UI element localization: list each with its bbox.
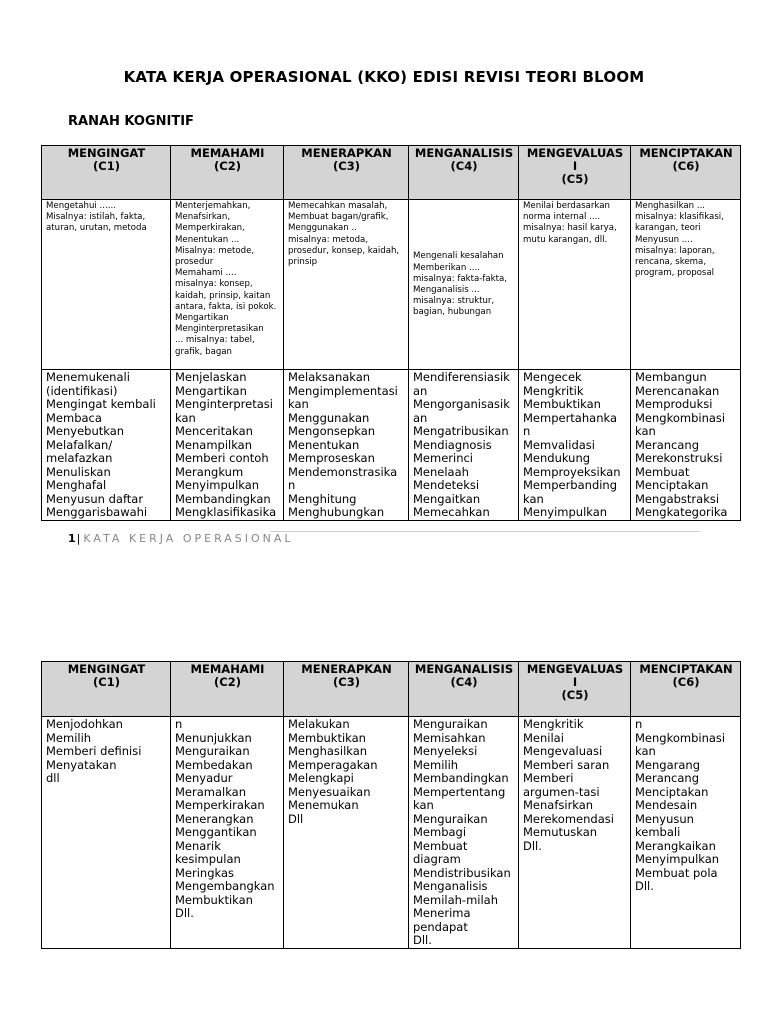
header-c2-page-2: MEMAHAMI (C2) bbox=[171, 662, 284, 717]
description-c2: Menterjemahkan, Menafsirkan, Memperkirakan, Menentukan ... Misalnya: metode, prosedur Memahami .... misalnya: konsep, kaidah, prinsip, kaitan antara, fakta, isi pokok. Mengartikan Menginterpretasikan ... misalnya: tabel, grafik, bagan bbox=[171, 200, 284, 370]
kko-table-page-2 bbox=[41, 661, 741, 949]
verbs-c4: Mendiferensiasik an Mengorganisasik an Mengatribusikan Mendiagnosis Memerinci Menelaah Mendeteksi Mengaitkan Memecahkan bbox=[409, 370, 519, 521]
header-c4-page-2: MENGANALISIS (C4) bbox=[409, 662, 519, 717]
description-c6: Menghasilkan ... misalnya: klasifikasi, karangan, teori Menyusun .... misalnya: laporan, rencana, skema, program, proposal bbox=[631, 200, 741, 370]
footer-separator: | bbox=[76, 532, 81, 545]
footer-text: KATA KERJA OPERASIONAL bbox=[83, 532, 294, 545]
description-c5: Menilai berdasarkan norma internal .... misalnya: hasil karya, mutu karangan, dll. bbox=[519, 200, 631, 370]
footer-divider bbox=[270, 531, 700, 532]
page-number: 1 bbox=[68, 532, 76, 545]
description-c1: Mengetahui ...... Misalnya: istilah, fakta, aturan, urutan, metoda bbox=[42, 200, 171, 370]
verbs-c2: Menjelaskan Mengartikan Menginterpretasi kan Menceritakan Menampilkan Memberi contoh Merangkum Menyimpulkan Membandingkan Mengklasifikasika bbox=[171, 370, 284, 521]
verbs-c2-page-2: n Menunjukkan Menguraikan Membedakan Menyadur Meramalkan Memperkirakan Menerangkan Menggantikan Menarik kesimpulan Meringkas Mengembangkan Membuktikan Dll. bbox=[171, 717, 284, 949]
description-c4: Mengenali kesalahan Memberikan .... misalnya: fakta-fakta, Menganalisis ... misalnya: struktur, bagian, hubungan bbox=[409, 200, 519, 370]
description-c3: Memecahkan masalah, Membuat bagan/grafik, Menggunakan .. misalnya: metoda, prosedur, konsep, kaidah, prinsip bbox=[284, 200, 409, 370]
verbs-c1: Menemukenali (identifikasi) Mengingat kembali Membaca Menyebutkan Melafalkan/ melafazkan Menuliskan Menghafal Menyusun daftar Menggarisbawahi bbox=[42, 370, 171, 521]
document-title: KATA KERJA OPERASIONAL (KKO) EDISI REVISI TEORI BLOOM bbox=[123, 68, 645, 86]
header-c3: MENERAPKAN (C3) bbox=[284, 146, 409, 200]
verbs-c6: Membangun Merencanakan Memproduksi Mengkombinasi kan Merancang Merekonstruksi Membuat Menciptakan Mengabstraksi Mengkategorika bbox=[631, 370, 741, 521]
verbs-c5-page-2: Mengkritik Menilai Mengevaluasi Memberi saran Memberi argumen-tasi Menafsirkan Merekomendasi Memutuskan Dll. bbox=[519, 717, 631, 949]
page-footer bbox=[68, 532, 294, 545]
header-c4: MENGANALISIS (C4) bbox=[409, 146, 519, 200]
header-c6: MENCIPTAKAN (C6) bbox=[631, 146, 741, 200]
header-c2: MEMAHAMI (C2) bbox=[171, 146, 284, 200]
header-c1-page-2: MENGINGAT (C1) bbox=[42, 662, 171, 717]
header-c3-page-2: MENERAPKAN (C3) bbox=[284, 662, 409, 717]
header-c5: MENGEVALUAS I (C5) bbox=[519, 146, 631, 200]
header-c6-page-2: MENCIPTAKAN (C6) bbox=[631, 662, 741, 717]
verbs-c6-page-2: n Mengkombinasi kan Mengarang Merancang Menciptakan Mendesain Menyusun kembali Merangkaikan Menyimpulkan Membuat pola Dll. bbox=[631, 717, 741, 949]
verbs-c3-page-2: Melakukan Membuktikan Menghasilkan Memperagakan Melengkapi Menyesuaikan Menemukan Dll bbox=[284, 717, 409, 949]
header-c1: MENGINGAT (C1) bbox=[42, 146, 171, 200]
kko-table-page-1 bbox=[41, 145, 741, 521]
verbs-c4-page-2: Menguraikan Memisahkan Menyeleksi Memilih Membandingkan Mempertentang kan Menguraikan Membagi Membuat diagram Mendistribusikan Menganalisis Memilah-milah Menerima pendapat Dll. bbox=[409, 717, 519, 949]
verbs-c1-page-2: Menjodohkan Memilih Memberi definisi Menyatakan dll bbox=[42, 717, 171, 949]
section-heading: RANAH KOGNITIF bbox=[68, 114, 194, 129]
header-c5-page-2: MENGEVALUAS I (C5) bbox=[519, 662, 631, 717]
verbs-c3: Melaksanakan Mengimplementasi kan Menggunakan Mengonsepkan Menentukan Memproseskan Mendemonstrasika n Menghitung Menghubungkan bbox=[284, 370, 409, 521]
verbs-c5: Mengecek Mengkritik Membuktikan Mempertahanka n Memvalidasi Mendukung Memproyeksikan Memperbanding kan Menyimpulkan bbox=[519, 370, 631, 521]
